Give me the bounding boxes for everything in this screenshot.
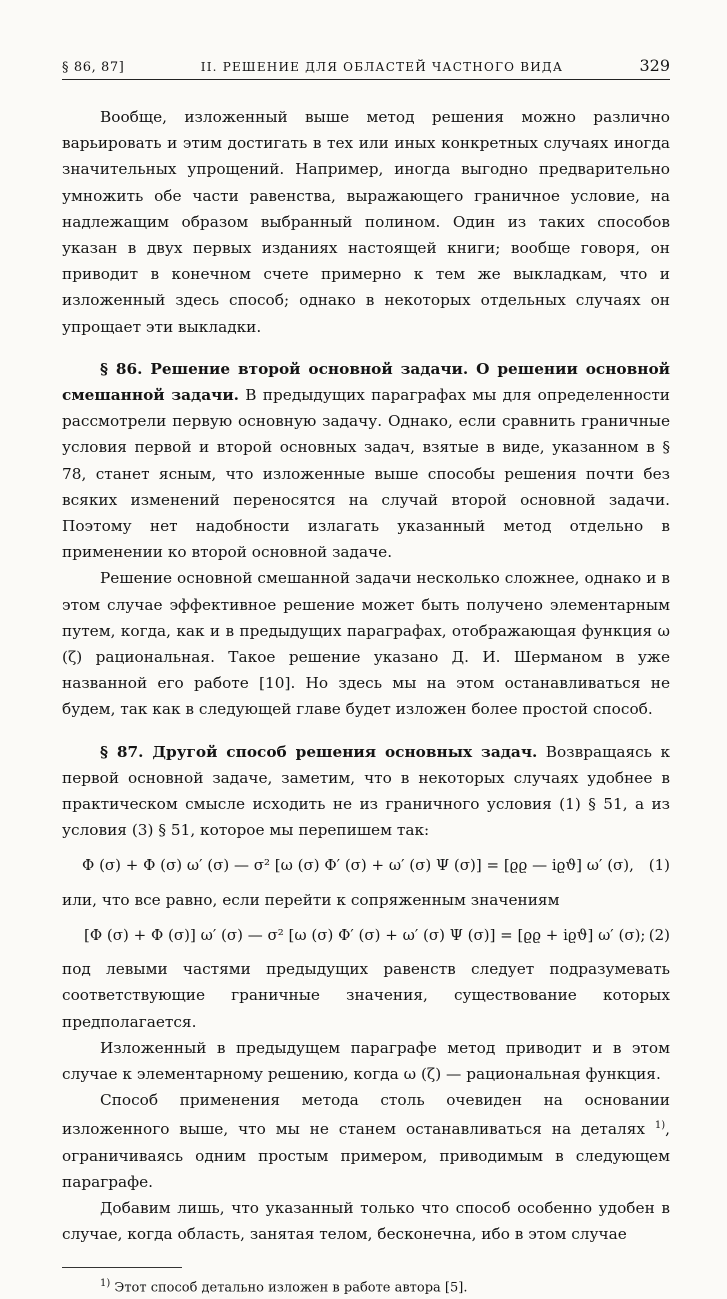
footnote-mark: 1) (100, 1278, 111, 1290)
paragraph-application-a: Способ применения метода столь очевиден на основании изложенного выше, что мы не станем останавливаться на деталях (62, 1091, 670, 1139)
equation-2-number: (2) (648, 925, 670, 944)
page-number: 329 (639, 56, 670, 75)
equation-1 (82, 852, 670, 878)
section-87-title: § 87. Другой способ решения основных задач. (100, 742, 538, 761)
equation-1-number: (1) (648, 856, 670, 875)
equation-2-body: [Φ (σ) + Φ (σ)] ω′ (σ) — σ² [ω (σ) Φ′ (σ) + ω′ (σ) Ψ (σ)] = [ϱϱ + iϱϑ] ω′ (σ); (84, 925, 646, 944)
header-chapter-title: II. РЕШЕНИЕ ДЛЯ ОБЛАСТЕЙ ЧАСТНОГО ВИДА (200, 60, 564, 74)
footnote-reference: 1) (654, 1120, 666, 1132)
paragraph-method: Изложенный в предыдущем параграфе метод приводит и в этом случае к элементарному решению, когда ω (ζ) — рациональная функция. (62, 1038, 670, 1083)
paragraph-final: Добавим лишь, что указанный только что способ особенно удобен в случае, когда область, занятая телом, бесконечна, ибо в этом случае (62, 1199, 670, 1244)
paragraph-between-equations: или, что все равно, если перейти к сопряженным значениям (62, 890, 560, 909)
paragraph-application-b: , ограничиваясь одним простым примером, приводимым в следующем параграфе. (62, 1120, 670, 1191)
section-87 (62, 739, 670, 844)
page-body (62, 104, 670, 1299)
footnote (62, 1274, 670, 1298)
paragraph-intro: Вообще, изложенный выше метод решения можно различно варьировать и этим достигать в тех или иных конкретных случаях иногда значительных упрощений. Например, иногда выгодно предварительно умножить обе части равенства, выражающего граничное условие, на надлежащим образом выбранный полином. Один из таких способов указан в двух первых изданиях настоящей книги; вообще говоря, он приводит в конечном счете примерно к тем же выкладкам, что и изложенный здесь способ; однако в некоторых отдельных случаях он упрощает эти выкладки. (62, 108, 670, 336)
running-header (62, 56, 670, 80)
page (62, 56, 670, 1299)
paragraph-mixed-problem: Решение основной смешанной задачи несколько сложнее, однако и в этом случае эффективное решение может быть получено элементарным путем, когда, как и в предыдущих параграфах, отображающая функция ω (ζ) рациональная. Такое решение указано Д. И. Шерманом в уже названной его работе [10]. Но здесь мы на этом останавливаться не будем, так как в следующей главе будет изложен более простой способ. (62, 569, 670, 719)
footnote-divider (62, 1267, 182, 1268)
section-86-text: В предыдущих параграфах мы для определенности рассмотрели первую основную задачу. Однако, если сравнить граничные условия первой и второй основных задач, взятые в виде, указанном в § 78, станет ясным, что изложенные выше способы решения почти без всяких изменений переносятся на случай второй основной задачи. Поэтому нет надобности излагать указанный метод отдельно в применении ко второй основной задаче. (62, 386, 671, 562)
equation-2 (84, 922, 670, 948)
section-87-text: Возвращаясь к первой основной задаче, заметим, что в некоторых случаях удобнее в практическом смысле исходить не из граничного условия (1) § 51, а из условия (3) § 51, которое мы перепишем так: (62, 742, 671, 840)
section-86-title: § 86. Решение второй основной задачи. О решении основной смешанной задачи. (62, 359, 670, 405)
section-86 (62, 356, 670, 566)
header-section-ref: § 86, 87] (62, 60, 125, 75)
paragraph-after-equations: под левыми частями предыдущих равенств следует подразумевать соответствующие граничные значения, существование которых предполагается. (62, 960, 670, 1031)
equation-1-body: Φ (σ) + Φ (σ) ω′ (σ) — σ² [ω (σ) Φ′ (σ) + ω′ (σ) Ψ (σ)] = [ϱϱ — iϱϑ] ω′ (σ), (82, 856, 634, 875)
footnote-text: Этот способ детально изложен в работе автора [5]. (110, 1280, 468, 1296)
paragraph-application (62, 1087, 670, 1195)
